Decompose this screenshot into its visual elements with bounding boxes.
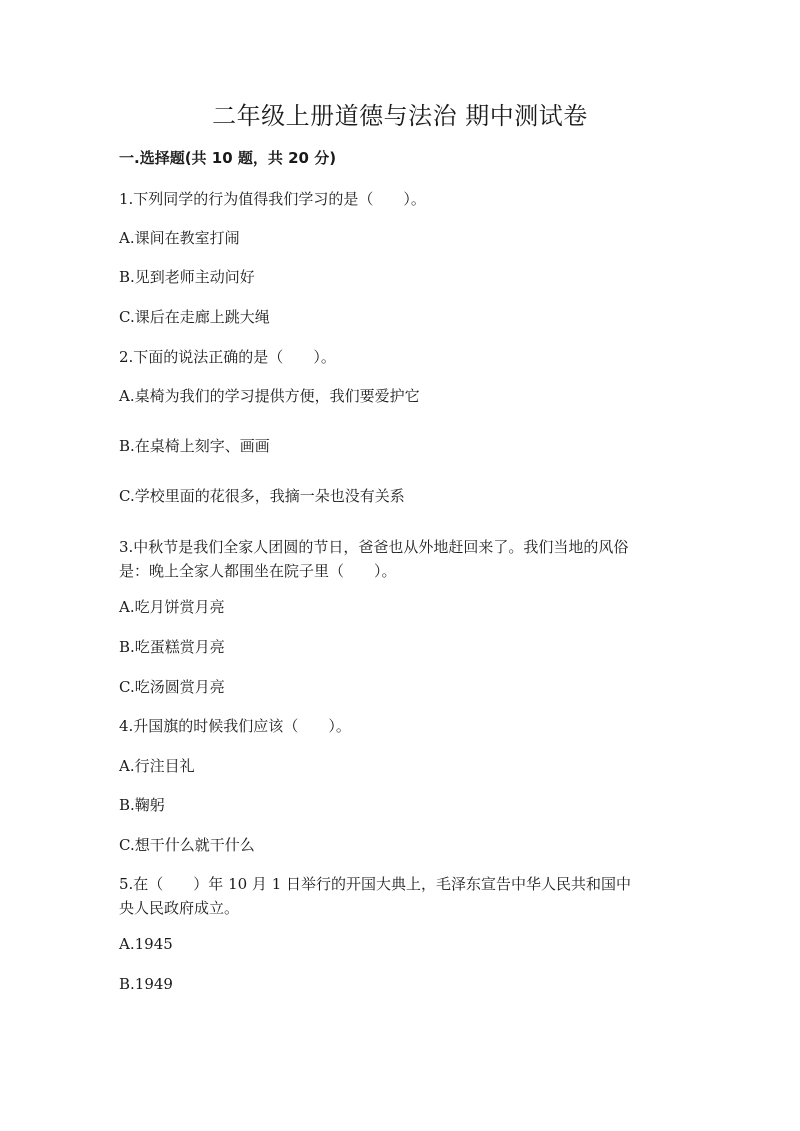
question-5-stem-line-2: 央人民政府成立。 [119, 899, 240, 917]
question-1-option-a: A.课间在教室打闹 [119, 229, 240, 247]
question-1-option-c: C.课后在走廊上跳大绳 [119, 308, 270, 326]
question-3-stem-line-1: 3.中秋节是我们全家人团圆的节日，爸爸也从外地赶回来了。我们当地的风俗 [119, 538, 629, 556]
question-2-stem: 2.下面的说法正确的是（ ）。 [119, 348, 336, 366]
question-5-stem-line-1: 5.在（ ）年 10 月 1 日举行的开国大典上，毛泽东宣告中华人民共和国中 [119, 875, 632, 893]
question-2-option-b: B.在桌椅上刻字、画画 [119, 437, 270, 455]
question-4-option-c: C.想干什么就干什么 [119, 836, 255, 854]
section-heading: 一.选择题(共 10 题，共 20 分) [119, 149, 337, 167]
page-title: 二年级上册道德与法治 期中测试卷 [212, 102, 588, 130]
question-1-option-b: B.见到老师主动问好 [119, 268, 255, 286]
question-5-stem [119, 872, 679, 920]
question-3-option-b: B.吃蛋糕赏月亮 [119, 638, 225, 656]
question-5-option-a: A.1945 [119, 935, 173, 953]
question-4-option-a: A.行注目礼 [119, 757, 195, 775]
question-5-option-b: B.1949 [119, 975, 173, 993]
question-3-stem [119, 535, 679, 583]
question-2-option-c: C.学校里面的花很多，我摘一朵也没有关系 [119, 487, 405, 505]
question-1-stem: 1.下列同学的行为值得我们学习的是（ ）。 [119, 190, 426, 208]
question-4-stem: 4.升国旗的时候我们应该（ ）。 [119, 717, 351, 735]
question-3-option-a: A.吃月饼赏月亮 [119, 598, 225, 616]
question-2-option-a: A.桌椅为我们的学习提供方便，我们要爱护它 [119, 387, 420, 405]
question-4-option-b: B.鞠躬 [119, 796, 165, 814]
question-3-stem-line-2: 是：晚上全家人都围坐在院子里（ ）。 [119, 562, 397, 580]
question-3-option-c: C.吃汤圆赏月亮 [119, 678, 225, 696]
